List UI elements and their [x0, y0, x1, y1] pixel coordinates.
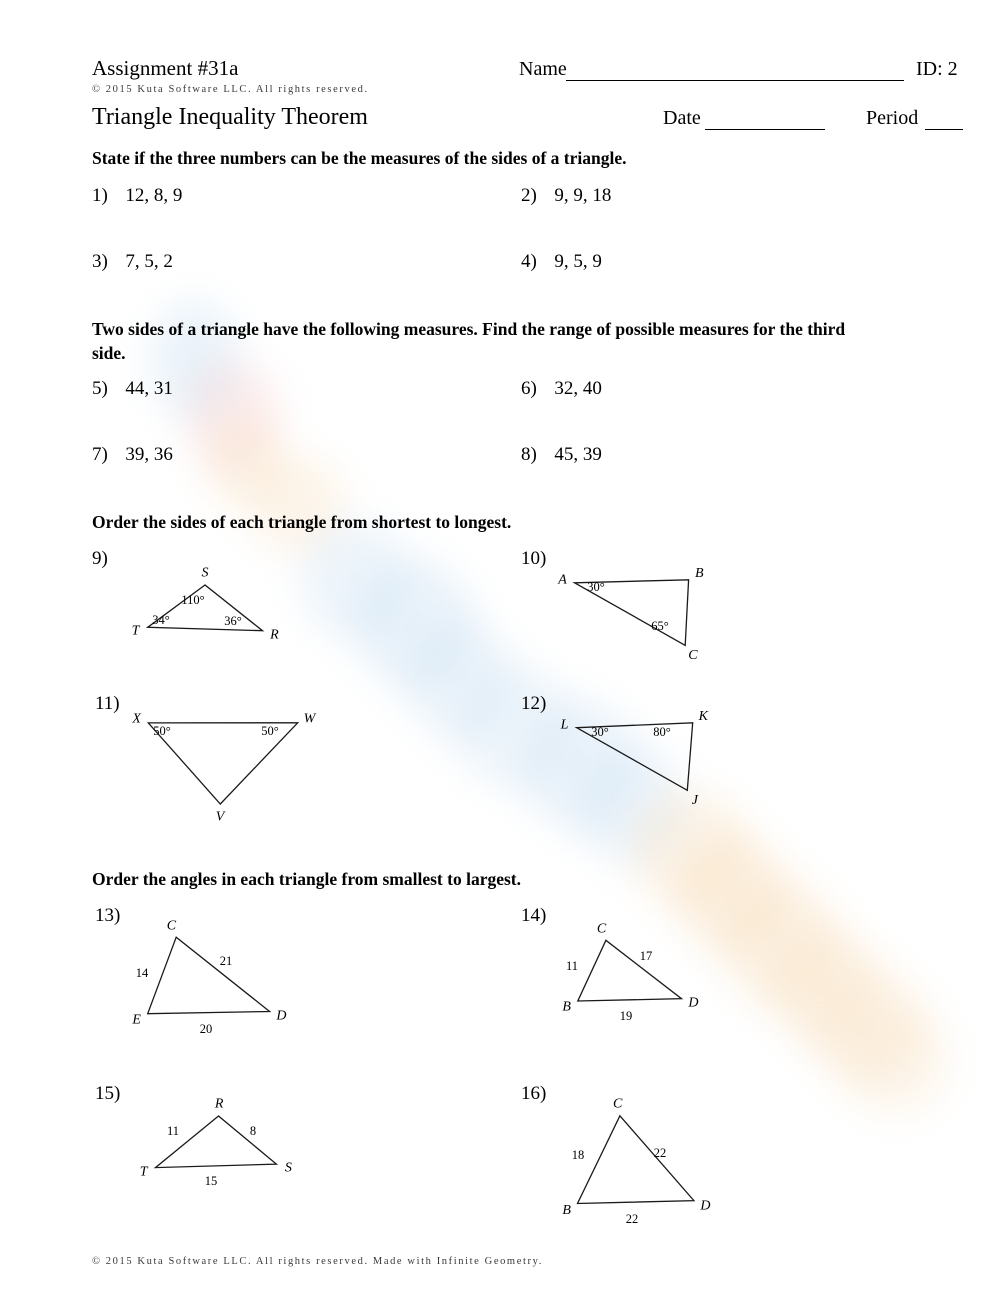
- vertex-label: C: [688, 648, 698, 664]
- vertex-label: B: [562, 1202, 571, 1218]
- vertex-label: C: [613, 1096, 623, 1112]
- name-input-rule[interactable]: [566, 80, 904, 81]
- problem-6: [521, 378, 602, 400]
- period-input-rule[interactable]: [925, 129, 963, 130]
- side-length-label: 8: [249, 1124, 257, 1138]
- triangle-outline: [578, 940, 682, 1001]
- side-length-label: 17: [639, 949, 653, 963]
- triangle-figure-16: [556, 1093, 744, 1247]
- vertex-label: S: [201, 565, 209, 581]
- problem-9-number: 9): [92, 548, 108, 569]
- vertex-label: T: [131, 623, 140, 639]
- vertex-label: R: [214, 1096, 224, 1112]
- vertex-label: D: [688, 995, 699, 1011]
- problem-number: 4): [521, 251, 537, 272]
- angle-measure-label: 30°: [591, 725, 609, 739]
- problem-8: [521, 444, 602, 466]
- assignment-label: Assignment #31a: [92, 56, 239, 80]
- vertex-label: S: [284, 1160, 292, 1176]
- vertex-label: X: [132, 711, 141, 727]
- problem-text: 9, 9, 18: [554, 185, 612, 206]
- vertex-label: J: [691, 793, 699, 809]
- page-footer: © 2015 Kuta Software LLC. All rights reserved. Made with Infinite Geometry.: [92, 1256, 543, 1267]
- vertex-label: L: [560, 717, 569, 733]
- problem-7: [92, 444, 173, 466]
- problem-3: [92, 251, 173, 273]
- angle-measure-label: 36°: [224, 614, 242, 628]
- vertex-label: C: [596, 921, 607, 937]
- assignment-id: ID: 2: [916, 58, 958, 80]
- angle-measure-label: 30°: [587, 580, 605, 594]
- angle-measure-label: 65°: [651, 619, 669, 633]
- triangle-outline: [148, 937, 270, 1014]
- problem-14-number: 14): [521, 905, 547, 926]
- vertex-label: B: [695, 566, 704, 582]
- problem-text: 12, 8, 9: [125, 185, 183, 206]
- problem-11-number: 11): [95, 693, 120, 714]
- direction-order-angles: Order the angles in each triangle from smallest to largest.: [92, 869, 521, 889]
- period-label: Period: [866, 107, 919, 129]
- side-length-label: 15: [204, 1174, 218, 1188]
- problem-4: [521, 251, 602, 273]
- side-length-label: 18: [571, 1148, 585, 1162]
- problem-text: 44, 31: [125, 378, 173, 399]
- triangle-outline: [578, 1116, 694, 1204]
- problem-number: 7): [92, 444, 108, 465]
- problem-number: 8): [521, 444, 537, 465]
- side-length-label: 22: [653, 1146, 667, 1160]
- problem-number: 5): [92, 378, 108, 399]
- problem-13-number: 13): [95, 905, 121, 926]
- side-length-label: 20: [199, 1022, 213, 1036]
- copyright-notice-top: © 2015 Kuta Software LLC. All rights reserved.: [92, 84, 369, 95]
- vertex-label: D: [276, 1008, 287, 1024]
- problem-12-number: 12): [521, 693, 547, 714]
- problem-10-number: 10): [521, 548, 547, 569]
- direction-sides-check: State if the three numbers can be the measures of the sides of a triangle.: [92, 148, 627, 168]
- vertex-label: V: [215, 809, 225, 825]
- problem-number: 1): [92, 185, 108, 206]
- date-input-rule[interactable]: [705, 129, 825, 130]
- side-length-label: 21: [219, 954, 233, 968]
- angle-measure-label: 34°: [152, 613, 170, 627]
- direction-order-sides: Order the sides of each triangle from shortest to longest.: [92, 512, 512, 532]
- problem-number: 6): [521, 378, 537, 399]
- problem-text: 7, 5, 2: [125, 251, 173, 272]
- side-length-label: 14: [135, 966, 149, 980]
- problem-5: [92, 378, 173, 400]
- problem-number: 2): [521, 185, 537, 206]
- vertex-label: A: [558, 572, 567, 588]
- angle-measure-label: 50°: [261, 724, 279, 738]
- problem-15-number: 15): [95, 1083, 121, 1104]
- problem-1: [92, 185, 182, 207]
- vertex-label: K: [698, 709, 708, 725]
- triangle-figure-12: [556, 703, 742, 823]
- name-label: Name: [519, 58, 567, 80]
- vertex-label: B: [562, 999, 571, 1015]
- vertex-label: W: [303, 711, 316, 727]
- side-length-label: 11: [565, 959, 579, 973]
- side-length-label: 11: [166, 1124, 180, 1138]
- side-length-label: 19: [619, 1009, 633, 1023]
- side-length-label: 22: [625, 1212, 639, 1226]
- problem-text: 9, 5, 9: [554, 251, 602, 272]
- angle-measure-label: 50°: [153, 724, 171, 738]
- vertex-label: T: [139, 1164, 148, 1180]
- triangle-figure-13: [128, 915, 320, 1057]
- triangle-figure-9: [125, 558, 313, 658]
- problem-16-number: 16): [521, 1083, 547, 1104]
- problem-2: [521, 185, 611, 207]
- angle-measure-label: 110°: [181, 593, 205, 607]
- triangle-figure-14: [558, 918, 732, 1044]
- problem-text: 39, 36: [125, 444, 173, 465]
- page-title: Triangle Inequality Theorem: [92, 104, 368, 130]
- vertex-label: C: [166, 918, 177, 934]
- direction-range-third-side: Two sides of a triangle have the following measures. Find the range of possible measures for the third side.: [92, 319, 846, 363]
- date-label: Date: [663, 107, 701, 129]
- vertex-label: R: [270, 627, 279, 643]
- triangle-figure-11: [128, 703, 348, 839]
- triangle-figure-15: [135, 1093, 327, 1209]
- angle-measure-label: 80°: [653, 725, 671, 739]
- problem-text: 32, 40: [554, 378, 602, 399]
- vertex-label: D: [700, 1198, 711, 1214]
- problem-number: 3): [92, 251, 108, 272]
- vertex-label: E: [132, 1012, 141, 1028]
- triangle-figure-10: [552, 558, 738, 678]
- problem-text: 45, 39: [554, 444, 602, 465]
